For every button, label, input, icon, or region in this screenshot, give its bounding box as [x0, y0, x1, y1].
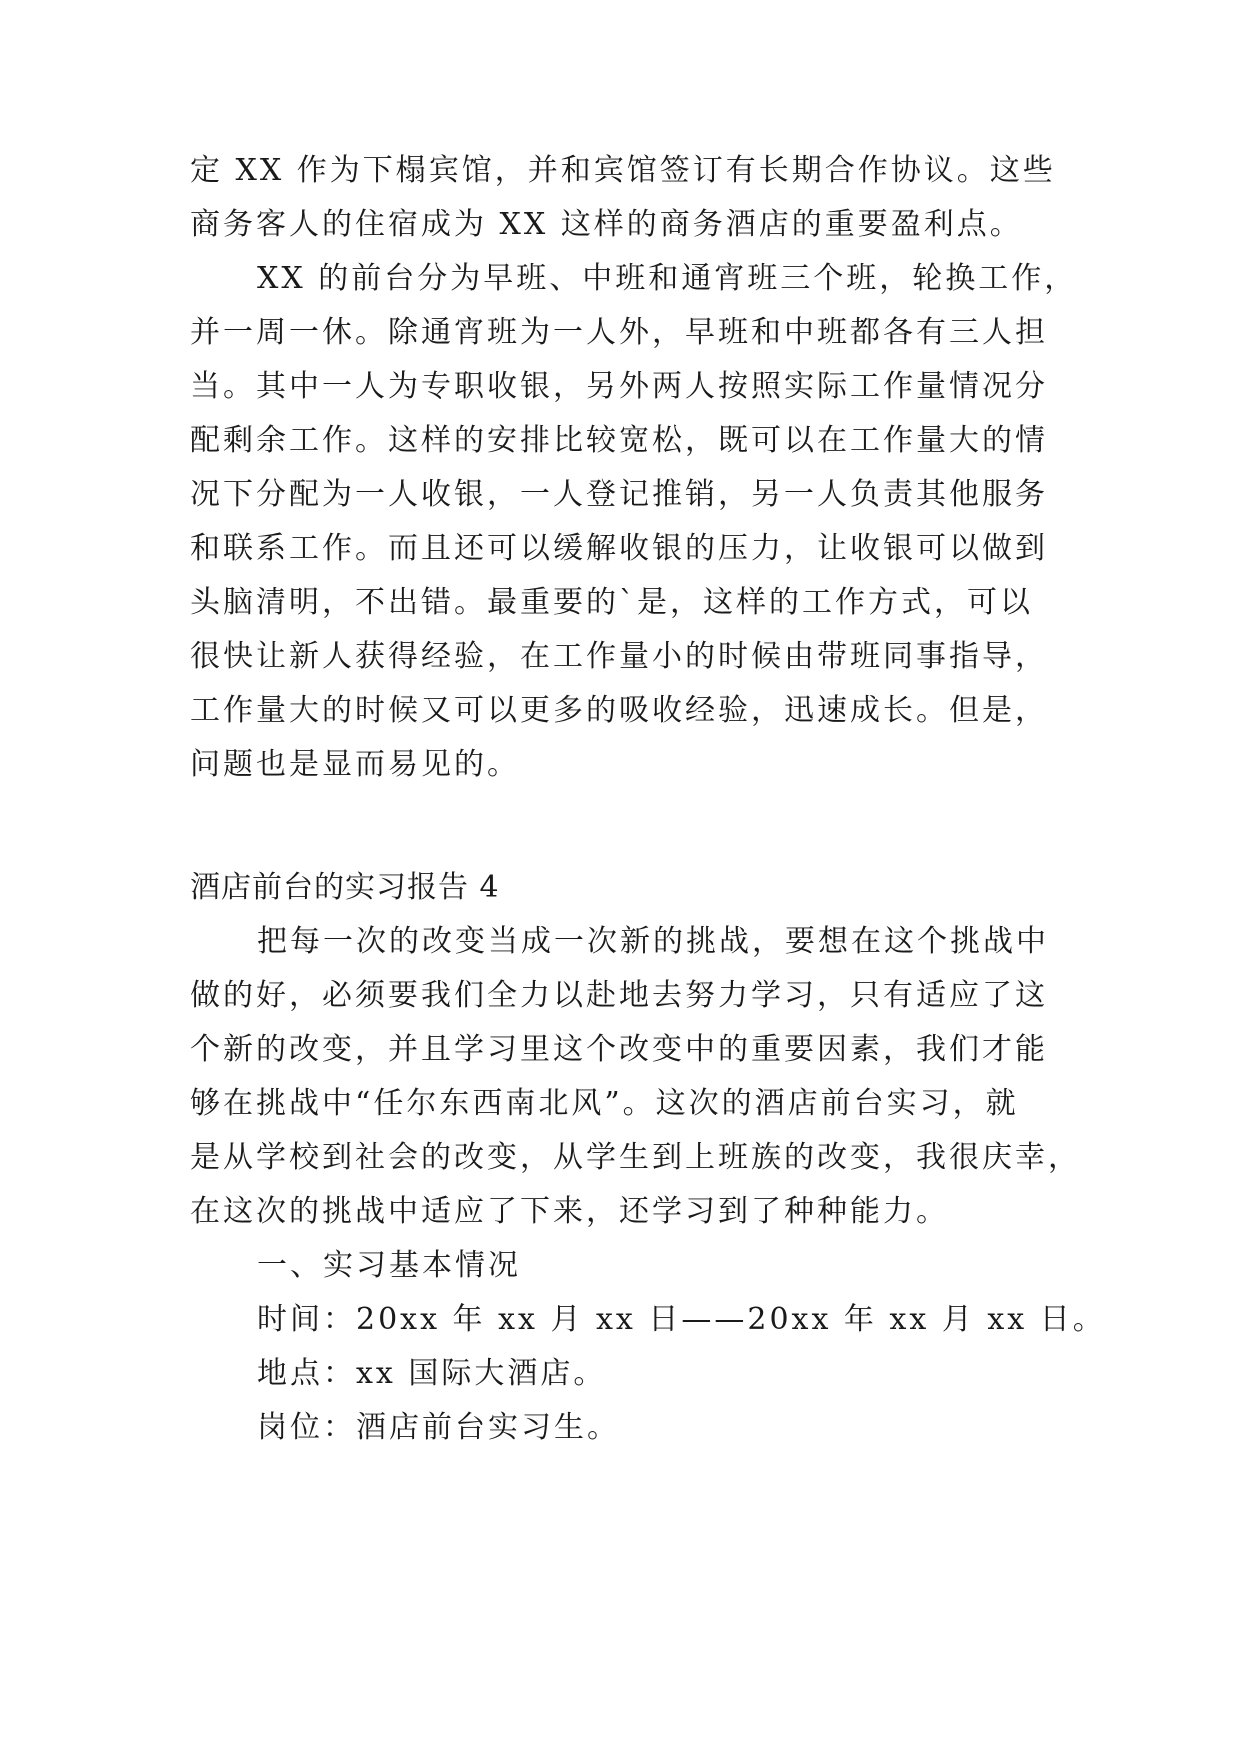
text-line: 在这次的挑战中适应了下来，还学习到了种种能力。	[190, 1194, 949, 1229]
info-time: 时间：20xx 年 xx 月 xx 日——20xx 年 xx 月 xx 日。	[257, 1302, 1106, 1337]
text-line: 工作量大的时候又可以更多的吸收经验，迅速成长。但是，	[190, 693, 1048, 728]
text-line: 配剩余工作。这样的安排比较宽松，既可以在工作量大的情	[190, 423, 1048, 458]
text-line: 当。其中一人为专职收银，另外两人按照实际工作量情况分	[190, 369, 1048, 404]
text-line: 够在挑战中“任尔东西南北风”。这次的酒店前台实习，就	[190, 1086, 1019, 1121]
text-line: 头脑清明，不出错。最重要的`是，这样的工作方式，可以	[190, 585, 1033, 620]
text-line: 并一周一休。除通宵班为一人外，早班和中班都各有三人担	[190, 315, 1048, 350]
text-line: 是从学校到社会的改变，从学生到上班族的改变，我很庆幸，	[190, 1140, 1081, 1175]
text-line: 做的好，必须要我们全力以赴地去努力学习，只有适应了这	[190, 978, 1048, 1013]
info-position: 岗位：酒店前台实习生。	[257, 1410, 620, 1445]
text-line: 个新的改变，并且学习里这个改变中的重要因素，我们才能	[190, 1032, 1048, 1067]
text-line: 定 XX 作为下榻宾馆，并和宾馆签订有长期合作协议。这些	[190, 153, 1056, 188]
paragraph-first-line: 把每一次的改变当成一次新的挑战，要想在这个挑战中	[257, 924, 1049, 959]
info-location: 地点：xx 国际大酒店。	[257, 1356, 607, 1391]
text-line: 问题也是显而易见的。	[190, 747, 520, 782]
text-line: 很快让新人获得经验，在工作量小的时候由带班同事指导，	[190, 639, 1048, 674]
paragraph-first-line: XX 的前台分为早班、中班和通宵班三个班，轮换工作，	[257, 261, 1078, 296]
text-line: 况下分配为一人收银，一人登记推销，另一人负责其他服务	[190, 477, 1048, 512]
subsection-title: 一、实习基本情况	[257, 1248, 521, 1283]
text-line: 和联系工作。而且还可以缓解收银的压力，让收银可以做到	[190, 531, 1048, 566]
section-title: 酒店前台的实习报告 4	[190, 870, 500, 905]
text-line: 商务客人的住宿成为 XX 这样的商务酒店的重要盈利点。	[190, 207, 1023, 242]
